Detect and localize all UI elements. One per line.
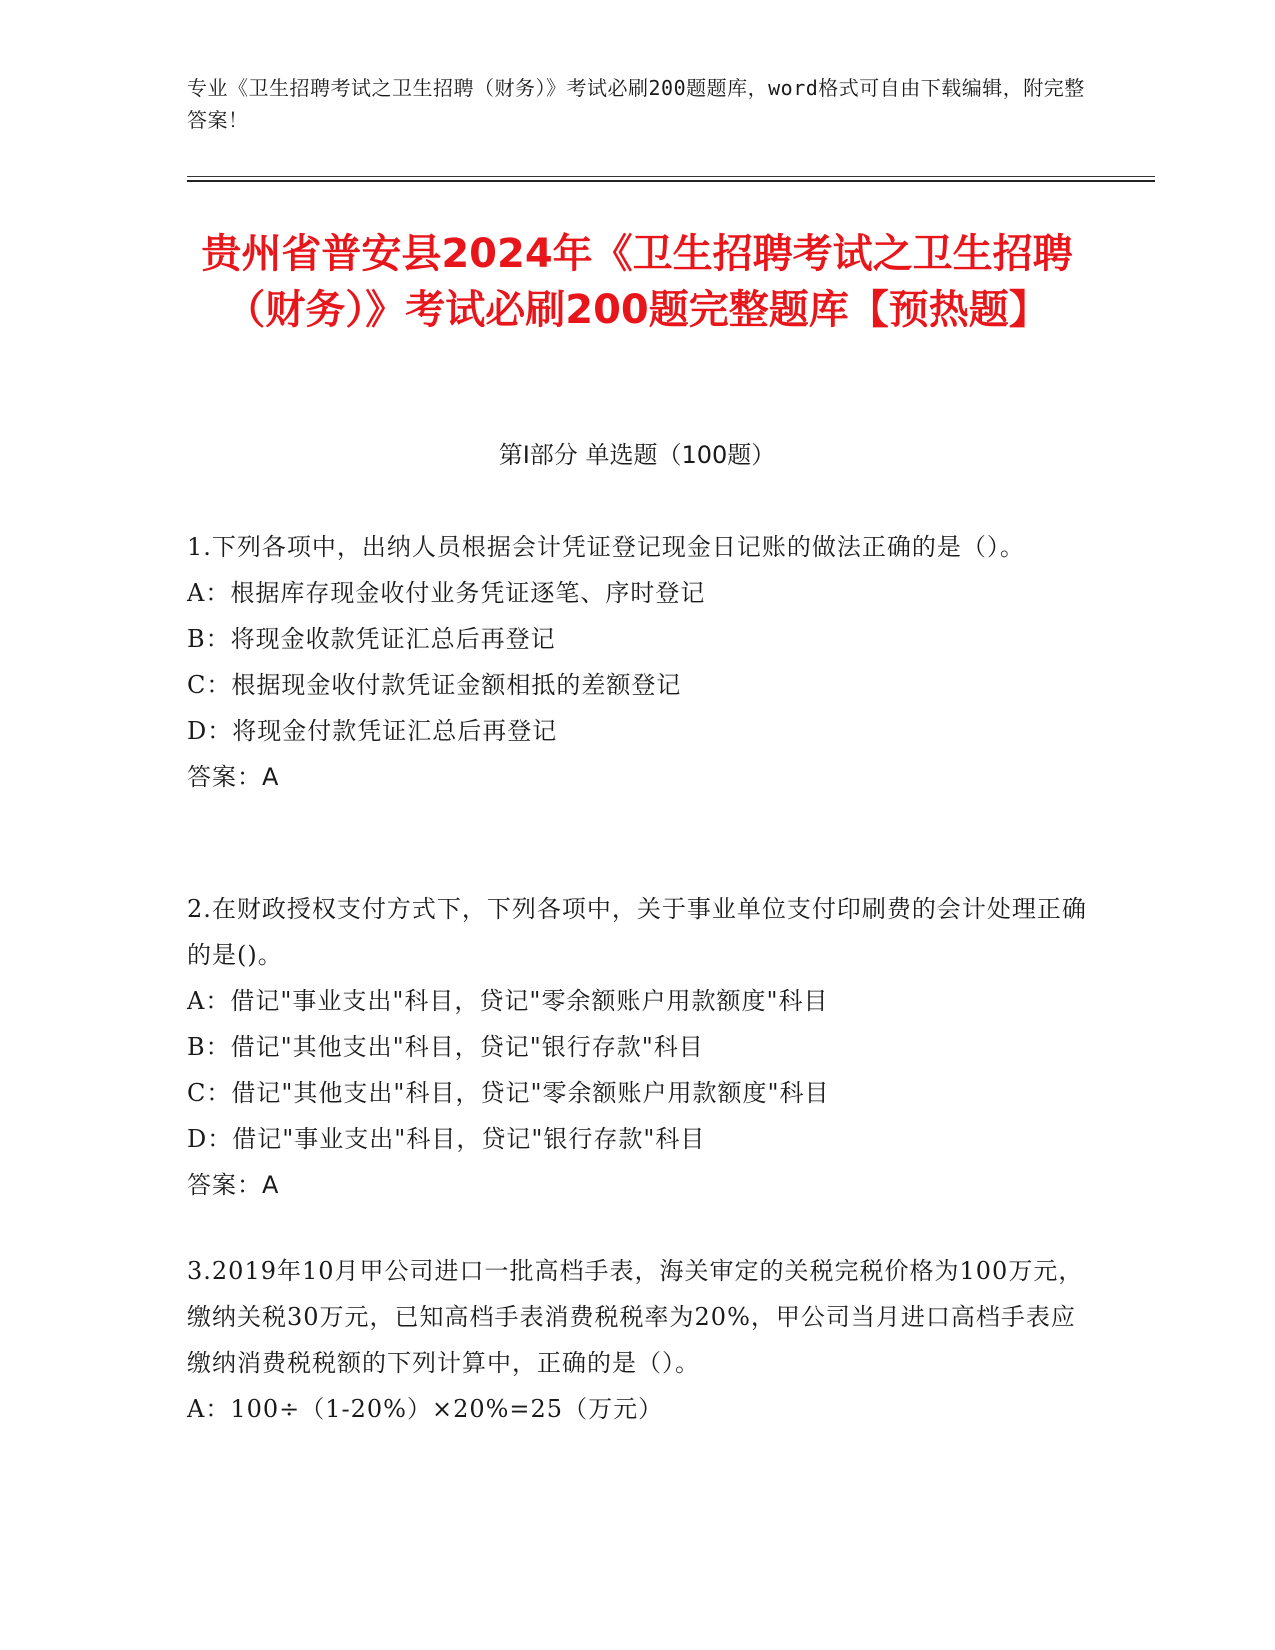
option-a: A：借记"事业支出"科目，贷记"零余额账户用款额度"科目 — [187, 987, 829, 1015]
question-block — [187, 524, 1087, 800]
answer: 答案：A — [187, 1171, 280, 1199]
question-stem: 2.在财政授权支付方式下，下列各项中，关于事业单位支付印刷费的会计处理正确的是()。 — [187, 895, 1087, 969]
answer: 答案：A — [187, 763, 280, 791]
question-block — [187, 1248, 1087, 1432]
header-divider-thick — [187, 180, 1155, 182]
question-block — [187, 886, 1087, 1208]
header-note: 专业《卫生招聘考试之卫生招聘（财务）》考试必刷200题题库，word格式可自由下载编辑，附完整答案！ — [187, 76, 1085, 132]
document-title: 贵州省普安县2024年《卫生招聘考试之卫生招聘（财务）》考试必刷200题完整题库【预热题】 — [201, 231, 1073, 333]
option-a: A：根据库存现金收付业务凭证逐笔、序时登记 — [187, 579, 706, 607]
option-c: C：借记"其他支出"科目，贷记"零余额账户用款额度"科目 — [187, 1079, 830, 1107]
option-d: D：将现金付款凭证汇总后再登记 — [187, 717, 558, 745]
option-c: C：根据现金收付款凭证金额相抵的差额登记 — [187, 671, 682, 699]
option-d: D：借记"事业支出"科目，贷记"银行存款"科目 — [187, 1125, 706, 1153]
option-a: A：100÷（1-20%）×20%=25（万元） — [187, 1395, 664, 1423]
question-stem: 3.2019年10月甲公司进口一批高档手表，海关审定的关税完税价格为100万元，缴纳关税30万元，已知高档手表消费税税率为20%，甲公司当月进口高档手表应缴纳消费税税额的下列计算中，正确的是（）。 — [187, 1257, 1084, 1377]
question-stem: 1.下列各项中，出纳人员根据会计凭证登记现金日记账的做法正确的是（）。 — [187, 533, 1025, 561]
option-b: B：将现金收款凭证汇总后再登记 — [187, 625, 556, 653]
option-b: B：借记"其他支出"科目，贷记"银行存款"科目 — [187, 1033, 704, 1061]
section-title: 第I部分 单选题（100题） — [498, 441, 776, 469]
header-divider-thin — [187, 176, 1155, 177]
